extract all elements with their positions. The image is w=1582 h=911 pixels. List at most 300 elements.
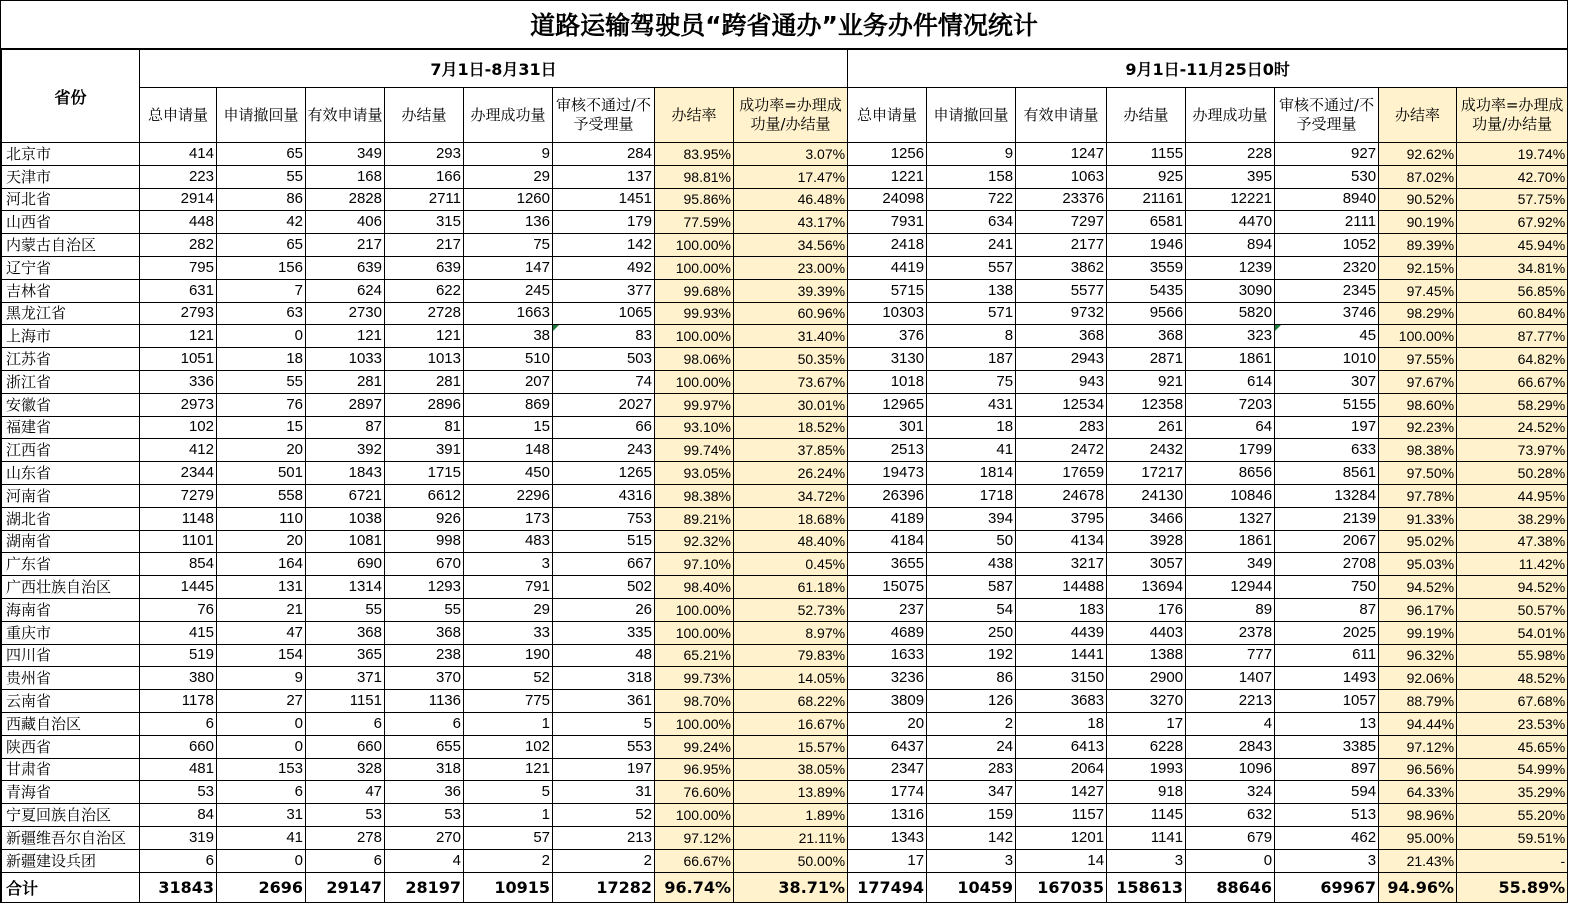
p1-data-cell: 21 bbox=[217, 598, 306, 621]
p1-data-cell: 31 bbox=[553, 781, 655, 804]
p2-data-cell: 632 bbox=[1186, 804, 1275, 827]
p1-data-cell: 38 bbox=[464, 325, 553, 348]
p1-data-cell: 53 bbox=[306, 804, 385, 827]
p1-data-cell: 173 bbox=[464, 507, 553, 530]
p2-data-cell: 1633 bbox=[848, 644, 927, 667]
p2-data-cell: 19473 bbox=[848, 462, 927, 485]
p1-data-cell: 2828 bbox=[306, 188, 385, 211]
p2-data-cell: 3130 bbox=[848, 348, 927, 371]
p2-data-cell: 2064 bbox=[1016, 758, 1107, 781]
province-name: 陕西省 bbox=[2, 735, 140, 758]
p1-data-cell: 553 bbox=[553, 735, 655, 758]
p2-data-cell: 48.52% bbox=[1457, 667, 1568, 690]
p2-data-cell: 8940 bbox=[1275, 188, 1379, 211]
p2-data-cell: 17 bbox=[848, 849, 927, 872]
table-row bbox=[2, 576, 1568, 599]
province-name: 云南省 bbox=[2, 690, 140, 713]
p1-data-cell: 278 bbox=[306, 826, 385, 849]
p1-data-cell: 391 bbox=[385, 439, 464, 462]
p2-data-cell: 1427 bbox=[1016, 781, 1107, 804]
p1-data-cell: 9 bbox=[464, 143, 553, 166]
p1-data-cell: 1051 bbox=[140, 348, 217, 371]
p1-data-cell: 6 bbox=[306, 849, 385, 872]
p1-data-cell: 869 bbox=[464, 393, 553, 416]
p2-data-cell: 594 bbox=[1275, 781, 1379, 804]
p1-data-cell: 46.48% bbox=[734, 188, 848, 211]
p1-data-cell: 16.67% bbox=[734, 712, 848, 735]
p2-data-cell: 349 bbox=[1186, 553, 1275, 576]
p2-data-cell: 64.33% bbox=[1379, 781, 1457, 804]
p2-data-cell: 1141 bbox=[1107, 826, 1186, 849]
table-row bbox=[2, 598, 1568, 621]
p2-data-cell: 3746 bbox=[1275, 302, 1379, 325]
p1-data-cell: 2730 bbox=[306, 302, 385, 325]
province-name: 河南省 bbox=[2, 484, 140, 507]
p1-data-cell: 142 bbox=[553, 234, 655, 257]
p1-data-cell: 156 bbox=[217, 256, 306, 279]
p2-data-cell: 1155 bbox=[1107, 143, 1186, 166]
p1-data-cell: 2728 bbox=[385, 302, 464, 325]
p1-data-cell: 121 bbox=[464, 758, 553, 781]
province-name: 甘肃省 bbox=[2, 758, 140, 781]
p1-data-cell: 519 bbox=[140, 644, 217, 667]
p1-data-cell: 501 bbox=[217, 462, 306, 485]
p1-data-cell: 121 bbox=[385, 325, 464, 348]
p1-data-cell: 27 bbox=[217, 690, 306, 713]
p2-data-cell: 633 bbox=[1275, 439, 1379, 462]
p1-data-cell: 3 bbox=[464, 553, 553, 576]
p2-data-cell: 5715 bbox=[848, 279, 927, 302]
table-row bbox=[2, 530, 1568, 553]
table-row bbox=[2, 507, 1568, 530]
p1-col-rejected: 审核不通过/不予受理量 bbox=[553, 88, 655, 143]
p2-data-cell: 192 bbox=[927, 644, 1016, 667]
p1-data-cell: 1715 bbox=[385, 462, 464, 485]
p1-data-cell: 415 bbox=[140, 621, 217, 644]
p2-data-cell: 42.70% bbox=[1457, 165, 1568, 188]
p1-data-cell: 87 bbox=[306, 416, 385, 439]
p1-data-cell: 97.10% bbox=[655, 553, 734, 576]
p2-data-cell: 1145 bbox=[1107, 804, 1186, 827]
p1-data-cell: 30.01% bbox=[734, 393, 848, 416]
p2-data-cell: 323 bbox=[1186, 325, 1275, 348]
total-p1-cell: 31843 bbox=[140, 872, 217, 902]
p1-data-cell: 318 bbox=[385, 758, 464, 781]
p1-data-cell: 39.39% bbox=[734, 279, 848, 302]
total-p2-cell: 55.89% bbox=[1457, 872, 1568, 902]
table-row bbox=[2, 462, 1568, 485]
p2-data-cell: 4689 bbox=[848, 621, 927, 644]
p1-data-cell: 52.73% bbox=[734, 598, 848, 621]
p1-data-cell: 1265 bbox=[553, 462, 655, 485]
p1-data-cell: 0 bbox=[217, 849, 306, 872]
total-label: 合计 bbox=[2, 872, 140, 902]
p2-data-cell: 26396 bbox=[848, 484, 927, 507]
p2-data-cell: 24130 bbox=[1107, 484, 1186, 507]
p2-data-cell: 97.45% bbox=[1379, 279, 1457, 302]
p2-data-cell: 23.53% bbox=[1457, 712, 1568, 735]
p1-data-cell: 75 bbox=[464, 234, 553, 257]
province-name: 黑龙江省 bbox=[2, 302, 140, 325]
period1-header: 7月1日-8月31日 bbox=[140, 50, 848, 88]
p2-data-cell: 1327 bbox=[1186, 507, 1275, 530]
p1-data-cell: 23.00% bbox=[734, 256, 848, 279]
p1-data-cell: 281 bbox=[306, 370, 385, 393]
p2-data-cell: 97.55% bbox=[1379, 348, 1457, 371]
p1-data-cell: 483 bbox=[464, 530, 553, 553]
province-name: 吉林省 bbox=[2, 279, 140, 302]
p1-data-cell: 93.10% bbox=[655, 416, 734, 439]
p1-data-cell: 18 bbox=[217, 348, 306, 371]
table-row bbox=[2, 758, 1568, 781]
p2-data-cell: 23376 bbox=[1016, 188, 1107, 211]
p1-data-cell: 1033 bbox=[306, 348, 385, 371]
p2-col-valid-applications: 有效申请量 bbox=[1016, 88, 1107, 143]
table-row bbox=[2, 439, 1568, 462]
p1-data-cell: 53 bbox=[140, 781, 217, 804]
total-p1-cell: 96.74% bbox=[655, 872, 734, 902]
p1-data-cell: 153 bbox=[217, 758, 306, 781]
p1-data-cell: 667 bbox=[553, 553, 655, 576]
p1-data-cell: 1148 bbox=[140, 507, 217, 530]
p1-data-cell: 414 bbox=[140, 143, 217, 166]
p1-data-cell: 2 bbox=[553, 849, 655, 872]
p1-data-cell: 238 bbox=[385, 644, 464, 667]
p2-data-cell: 3217 bbox=[1016, 553, 1107, 576]
p1-data-cell: 217 bbox=[385, 234, 464, 257]
p1-data-cell: 110 bbox=[217, 507, 306, 530]
p2-data-cell: 2067 bbox=[1275, 530, 1379, 553]
p1-data-cell: 624 bbox=[306, 279, 385, 302]
p1-data-cell: 217 bbox=[306, 234, 385, 257]
p2-data-cell: 1057 bbox=[1275, 690, 1379, 713]
p2-data-cell: 4439 bbox=[1016, 621, 1107, 644]
p2-data-cell: 2432 bbox=[1107, 439, 1186, 462]
table-row bbox=[2, 644, 1568, 667]
table-row bbox=[2, 826, 1568, 849]
p2-data-cell: 159 bbox=[927, 804, 1016, 827]
p1-data-cell: 190 bbox=[464, 644, 553, 667]
total-p1-cell: 10915 bbox=[464, 872, 553, 902]
province-name: 广西壮族自治区 bbox=[2, 576, 140, 599]
total-p2-cell: 158613 bbox=[1107, 872, 1186, 902]
p1-data-cell: 98.06% bbox=[655, 348, 734, 371]
p2-data-cell: 10303 bbox=[848, 302, 927, 325]
total-p2-cell: 167035 bbox=[1016, 872, 1107, 902]
p2-data-cell: 0 bbox=[1186, 849, 1275, 872]
p2-data-cell: 10846 bbox=[1186, 484, 1275, 507]
p1-data-cell: 655 bbox=[385, 735, 464, 758]
p2-col-total-applications: 总申请量 bbox=[848, 88, 927, 143]
p1-data-cell: 61.18% bbox=[734, 576, 848, 599]
p1-data-cell: 18.68% bbox=[734, 507, 848, 530]
p2-data-cell: 50 bbox=[927, 530, 1016, 553]
p2-data-cell: 6437 bbox=[848, 735, 927, 758]
p1-data-cell: 1451 bbox=[553, 188, 655, 211]
p2-data-cell: 611 bbox=[1275, 644, 1379, 667]
p1-data-cell: 29 bbox=[464, 598, 553, 621]
p2-data-cell: 92.62% bbox=[1379, 143, 1457, 166]
table-row bbox=[2, 484, 1568, 507]
table-row bbox=[2, 553, 1568, 576]
p1-data-cell: 31 bbox=[217, 804, 306, 827]
p2-data-cell: 24.52% bbox=[1457, 416, 1568, 439]
p1-data-cell: 318 bbox=[553, 667, 655, 690]
p2-data-cell: 2900 bbox=[1107, 667, 1186, 690]
p1-data-cell: 1178 bbox=[140, 690, 217, 713]
p1-data-cell: 4316 bbox=[553, 484, 655, 507]
p2-data-cell: 1316 bbox=[848, 804, 927, 827]
p2-data-cell: 3466 bbox=[1107, 507, 1186, 530]
p2-data-cell: 47.38% bbox=[1457, 530, 1568, 553]
p1-col-total-applications: 总申请量 bbox=[140, 88, 217, 143]
p1-data-cell: 96.95% bbox=[655, 758, 734, 781]
p1-data-cell: 0 bbox=[217, 735, 306, 758]
p2-data-cell: 12944 bbox=[1186, 576, 1275, 599]
p2-data-cell: 368 bbox=[1016, 325, 1107, 348]
p2-data-cell: 19.74% bbox=[1457, 143, 1568, 166]
province-name: 天津市 bbox=[2, 165, 140, 188]
p2-data-cell: 88.79% bbox=[1379, 690, 1457, 713]
p2-data-cell: 67.92% bbox=[1457, 211, 1568, 234]
p1-data-cell: 102 bbox=[464, 735, 553, 758]
p2-data-cell: 2843 bbox=[1186, 735, 1275, 758]
p2-data-cell: 1407 bbox=[1186, 667, 1275, 690]
p2-data-cell: 1256 bbox=[848, 143, 927, 166]
province-name: 新疆建设兵团 bbox=[2, 849, 140, 872]
p2-data-cell: 1343 bbox=[848, 826, 927, 849]
p2-data-cell: 24678 bbox=[1016, 484, 1107, 507]
total-p1-cell: 2696 bbox=[217, 872, 306, 902]
p1-data-cell: 2896 bbox=[385, 393, 464, 416]
p1-data-cell: 639 bbox=[306, 256, 385, 279]
p1-data-cell: 245 bbox=[464, 279, 553, 302]
table-row bbox=[2, 735, 1568, 758]
p1-data-cell: 2296 bbox=[464, 484, 553, 507]
p2-data-cell: 8 bbox=[927, 325, 1016, 348]
p2-data-cell: 64 bbox=[1186, 416, 1275, 439]
p2-data-cell: 95.03% bbox=[1379, 553, 1457, 576]
p1-data-cell: 6612 bbox=[385, 484, 464, 507]
p1-data-cell: 1 bbox=[464, 712, 553, 735]
p1-data-cell: 380 bbox=[140, 667, 217, 690]
p2-data-cell: 2025 bbox=[1275, 621, 1379, 644]
p2-data-cell: 241 bbox=[927, 234, 1016, 257]
p1-data-cell: 1314 bbox=[306, 576, 385, 599]
p1-data-cell: 66 bbox=[553, 416, 655, 439]
p1-data-cell: 2344 bbox=[140, 462, 217, 485]
p2-data-cell: 1221 bbox=[848, 165, 927, 188]
p2-data-cell: 1774 bbox=[848, 781, 927, 804]
p2-data-cell: 897 bbox=[1275, 758, 1379, 781]
p1-data-cell: 9 bbox=[217, 667, 306, 690]
p2-data-cell: 307 bbox=[1275, 370, 1379, 393]
p2-col-successful: 办理成功量 bbox=[1186, 88, 1275, 143]
p2-data-cell: 4134 bbox=[1016, 530, 1107, 553]
province-name: 贵州省 bbox=[2, 667, 140, 690]
p1-data-cell: 854 bbox=[140, 553, 217, 576]
p1-data-cell: 100.00% bbox=[655, 804, 734, 827]
p1-data-cell: 52 bbox=[553, 804, 655, 827]
p1-data-cell: 753 bbox=[553, 507, 655, 530]
p1-data-cell: 43.17% bbox=[734, 211, 848, 234]
p2-data-cell: 2320 bbox=[1275, 256, 1379, 279]
p1-data-cell: 502 bbox=[553, 576, 655, 599]
p1-data-cell: 99.97% bbox=[655, 393, 734, 416]
province-name: 北京市 bbox=[2, 143, 140, 166]
province-name: 山西省 bbox=[2, 211, 140, 234]
p2-data-cell: 1239 bbox=[1186, 256, 1275, 279]
p1-data-cell: 47 bbox=[217, 621, 306, 644]
table-row bbox=[2, 325, 1568, 348]
p2-data-cell: 2418 bbox=[848, 234, 927, 257]
p1-data-cell: 63 bbox=[217, 302, 306, 325]
p2-data-cell: 94.52% bbox=[1379, 576, 1457, 599]
p2-data-cell: 4403 bbox=[1107, 621, 1186, 644]
p2-data-cell: 3928 bbox=[1107, 530, 1186, 553]
p1-data-cell: 6 bbox=[140, 712, 217, 735]
statistics-table bbox=[1, 49, 1568, 903]
p2-data-cell: 368 bbox=[1107, 325, 1186, 348]
p2-data-cell: 64.82% bbox=[1457, 348, 1568, 371]
province-name: 西藏自治区 bbox=[2, 712, 140, 735]
p2-data-cell: 530 bbox=[1275, 165, 1379, 188]
p1-data-cell: 6721 bbox=[306, 484, 385, 507]
p2-data-cell: 41 bbox=[927, 439, 1016, 462]
p1-data-cell: 55 bbox=[385, 598, 464, 621]
p2-data-cell: 3090 bbox=[1186, 279, 1275, 302]
p1-data-cell: 100.00% bbox=[655, 234, 734, 257]
period2-header: 9月1日-11月25日0时 bbox=[848, 50, 1568, 88]
p1-data-cell: 95.86% bbox=[655, 188, 734, 211]
p2-data-cell: 87.77% bbox=[1457, 325, 1568, 348]
p2-data-cell: 1718 bbox=[927, 484, 1016, 507]
p1-data-cell: 795 bbox=[140, 256, 217, 279]
p2-data-cell: 55.98% bbox=[1457, 644, 1568, 667]
p2-data-cell: 5155 bbox=[1275, 393, 1379, 416]
p2-data-cell: 15075 bbox=[848, 576, 927, 599]
p1-data-cell: 93.05% bbox=[655, 462, 734, 485]
province-name: 四川省 bbox=[2, 644, 140, 667]
p1-data-cell: 315 bbox=[385, 211, 464, 234]
p1-data-cell: 1 bbox=[464, 804, 553, 827]
table-row bbox=[2, 393, 1568, 416]
p2-data-cell: 12221 bbox=[1186, 188, 1275, 211]
total-p2-cell: 69967 bbox=[1275, 872, 1379, 902]
p1-data-cell: 1293 bbox=[385, 576, 464, 599]
p1-data-cell: 74 bbox=[553, 370, 655, 393]
table-row bbox=[2, 712, 1568, 735]
province-name: 湖北省 bbox=[2, 507, 140, 530]
p1-data-cell: 31.40% bbox=[734, 325, 848, 348]
p1-data-cell: 136 bbox=[464, 211, 553, 234]
p2-data-cell: 56.85% bbox=[1457, 279, 1568, 302]
p2-data-cell: 228 bbox=[1186, 143, 1275, 166]
p2-data-cell: 5435 bbox=[1107, 279, 1186, 302]
total-p2-cell: 88646 bbox=[1186, 872, 1275, 902]
p2-data-cell: 237 bbox=[848, 598, 927, 621]
p1-data-cell: 92.32% bbox=[655, 530, 734, 553]
p2-data-cell: 1814 bbox=[927, 462, 1016, 485]
p1-data-cell: 50.00% bbox=[734, 849, 848, 872]
p1-data-cell: 76 bbox=[217, 393, 306, 416]
p1-data-cell: 370 bbox=[385, 667, 464, 690]
p2-data-cell: 722 bbox=[927, 188, 1016, 211]
p1-data-cell: 4 bbox=[385, 849, 464, 872]
p2-data-cell: 1388 bbox=[1107, 644, 1186, 667]
p1-data-cell: 37.85% bbox=[734, 439, 848, 462]
p1-data-cell: 2973 bbox=[140, 393, 217, 416]
p1-data-cell: 15.57% bbox=[734, 735, 848, 758]
p1-data-cell: 34.72% bbox=[734, 484, 848, 507]
province-name: 湖南省 bbox=[2, 530, 140, 553]
total-p2-cell: 10459 bbox=[927, 872, 1016, 902]
p1-data-cell: 775 bbox=[464, 690, 553, 713]
p1-data-cell: 282 bbox=[140, 234, 217, 257]
p2-data-cell: 571 bbox=[927, 302, 1016, 325]
p1-data-cell: 1065 bbox=[553, 302, 655, 325]
p2-data-cell: 918 bbox=[1107, 781, 1186, 804]
p2-data-cell: 98.29% bbox=[1379, 302, 1457, 325]
p1-data-cell: 98.40% bbox=[655, 576, 734, 599]
p2-data-cell: 513 bbox=[1275, 804, 1379, 827]
p1-data-cell: 168 bbox=[306, 165, 385, 188]
p2-data-cell: 301 bbox=[848, 416, 927, 439]
p2-data-cell: 4189 bbox=[848, 507, 927, 530]
p2-data-cell: 183 bbox=[1016, 598, 1107, 621]
table-row bbox=[2, 781, 1568, 804]
province-name: 江西省 bbox=[2, 439, 140, 462]
p2-data-cell: 679 bbox=[1186, 826, 1275, 849]
p1-data-cell: 20 bbox=[217, 439, 306, 462]
p2-data-cell: 98.96% bbox=[1379, 804, 1457, 827]
p2-data-cell: 927 bbox=[1275, 143, 1379, 166]
p1-data-cell: 1843 bbox=[306, 462, 385, 485]
p2-data-cell: 3236 bbox=[848, 667, 927, 690]
p1-data-cell: 2711 bbox=[385, 188, 464, 211]
p2-data-cell: 54.01% bbox=[1457, 621, 1568, 644]
p2-data-cell: 6228 bbox=[1107, 735, 1186, 758]
p2-data-cell: 2111 bbox=[1275, 211, 1379, 234]
p2-data-cell: 7297 bbox=[1016, 211, 1107, 234]
p1-data-cell: 121 bbox=[140, 325, 217, 348]
sheet-title: 道路运输驾驶员“跨省通办”业务办件情况统计 bbox=[1, 0, 1567, 49]
p2-data-cell: 3683 bbox=[1016, 690, 1107, 713]
p1-data-cell: 15 bbox=[464, 416, 553, 439]
table-row bbox=[2, 690, 1568, 713]
p1-data-cell: 65 bbox=[217, 234, 306, 257]
p1-data-cell: 510 bbox=[464, 348, 553, 371]
p2-data-cell: 394 bbox=[927, 507, 1016, 530]
p1-data-cell: 121 bbox=[306, 325, 385, 348]
p2-data-cell: 3 bbox=[1107, 849, 1186, 872]
p2-data-cell: 943 bbox=[1016, 370, 1107, 393]
p1-data-cell: 392 bbox=[306, 439, 385, 462]
province-name: 河北省 bbox=[2, 188, 140, 211]
p1-data-cell: 670 bbox=[385, 553, 464, 576]
p1-data-cell: 21.11% bbox=[734, 826, 848, 849]
p1-data-cell: 243 bbox=[553, 439, 655, 462]
p1-data-cell: 36 bbox=[385, 781, 464, 804]
p2-data-cell: 96.56% bbox=[1379, 758, 1457, 781]
province-name: 山东省 bbox=[2, 462, 140, 485]
p2-data-cell: 35.29% bbox=[1457, 781, 1568, 804]
p2-data-cell: 894 bbox=[1186, 234, 1275, 257]
p2-data-cell: 91.33% bbox=[1379, 507, 1457, 530]
table-row bbox=[2, 804, 1568, 827]
p1-data-cell: 55 bbox=[217, 370, 306, 393]
p1-data-cell: 5 bbox=[553, 712, 655, 735]
